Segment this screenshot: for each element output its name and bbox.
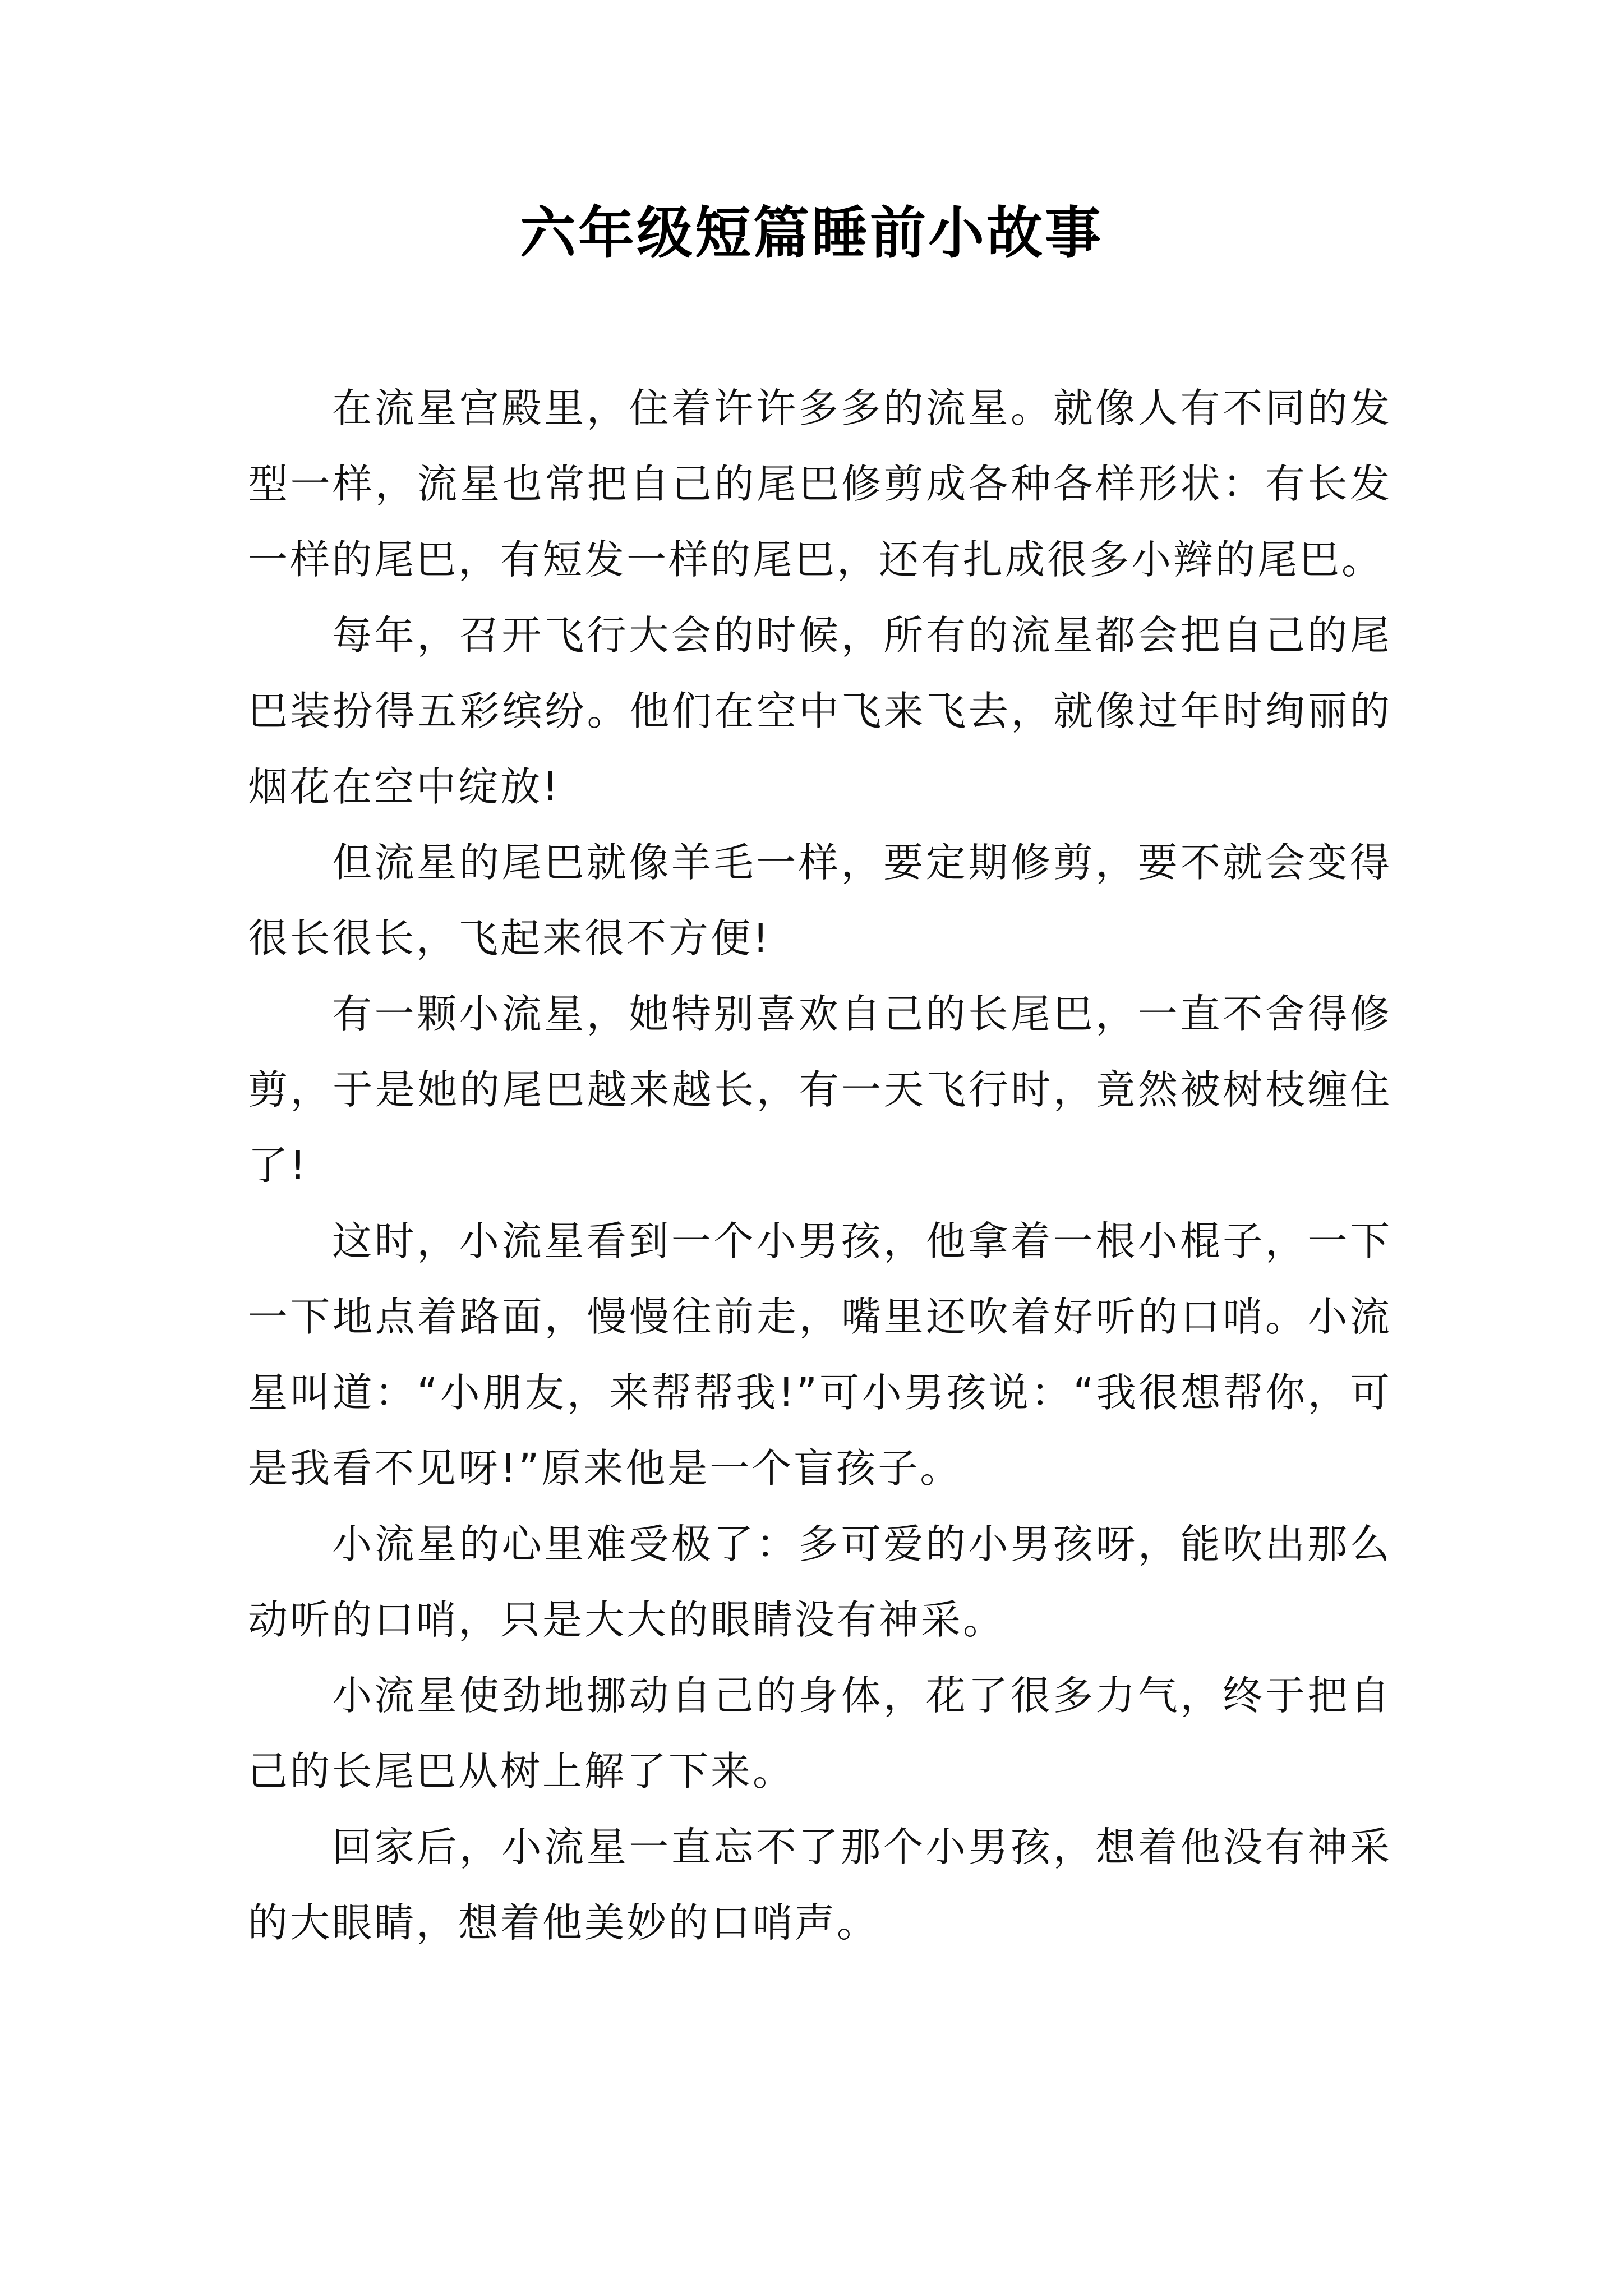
paragraph: 但流星的尾巴就像羊毛一样，要定期修剪，要不就会变得很长很长，飞起来很不方便! — [248, 839, 1392, 961]
paragraph: 小流星使劲地挪动自己的身体，花了很多力气，终于把自己的长尾巴从树上解了下来。 — [248, 1672, 1392, 1795]
paragraph: 回家后，小流星一直忘不了那个小男孩，想着他没有神采的大眼睛，想着他美妙的口哨声。 — [248, 1824, 1392, 1946]
paragraph: 每年，召开飞行大会的时候，所有的流星都会把自己的尾巴装扮得五彩缤纷。他们在空中飞来飞去，就像过年时绚丽的烟花在空中绽放! — [248, 612, 1392, 810]
document-title: 六年级短篇睡前小故事 — [520, 200, 1103, 266]
paragraph: 小流星的心里难受极了：多可爱的小男孩呀，能吹出那么动听的口哨，只是大大的眼睛没有神采。 — [248, 1521, 1392, 1643]
paragraph: 有一颗小流星，她特别喜欢自己的长尾巴，一直不舍得修剪，于是她的尾巴越来越长，有一天飞行时，竟然被树枝缠住了! — [248, 991, 1392, 1189]
paragraph: 这时，小流星看到一个小男孩，他拿着一根小棍子，一下一下地点着路面，慢慢往前走，嘴里还吹着好听的口哨。小流星叫道：“小朋友，来帮帮我!”可小男孩说：“我很想帮你，可是我看不见呀!”原来他是一个盲孩子。 — [248, 1218, 1392, 1492]
document-body — [248, 370, 1392, 1961]
paragraph: 在流星宫殿里，住着许许多多的流星。就像人有不同的发型一样，流星也常把自己的尾巴修剪成各种各样形状：有长发一样的尾巴，有短发一样的尾巴，还有扎成很多小辫的尾巴。 — [248, 385, 1392, 583]
